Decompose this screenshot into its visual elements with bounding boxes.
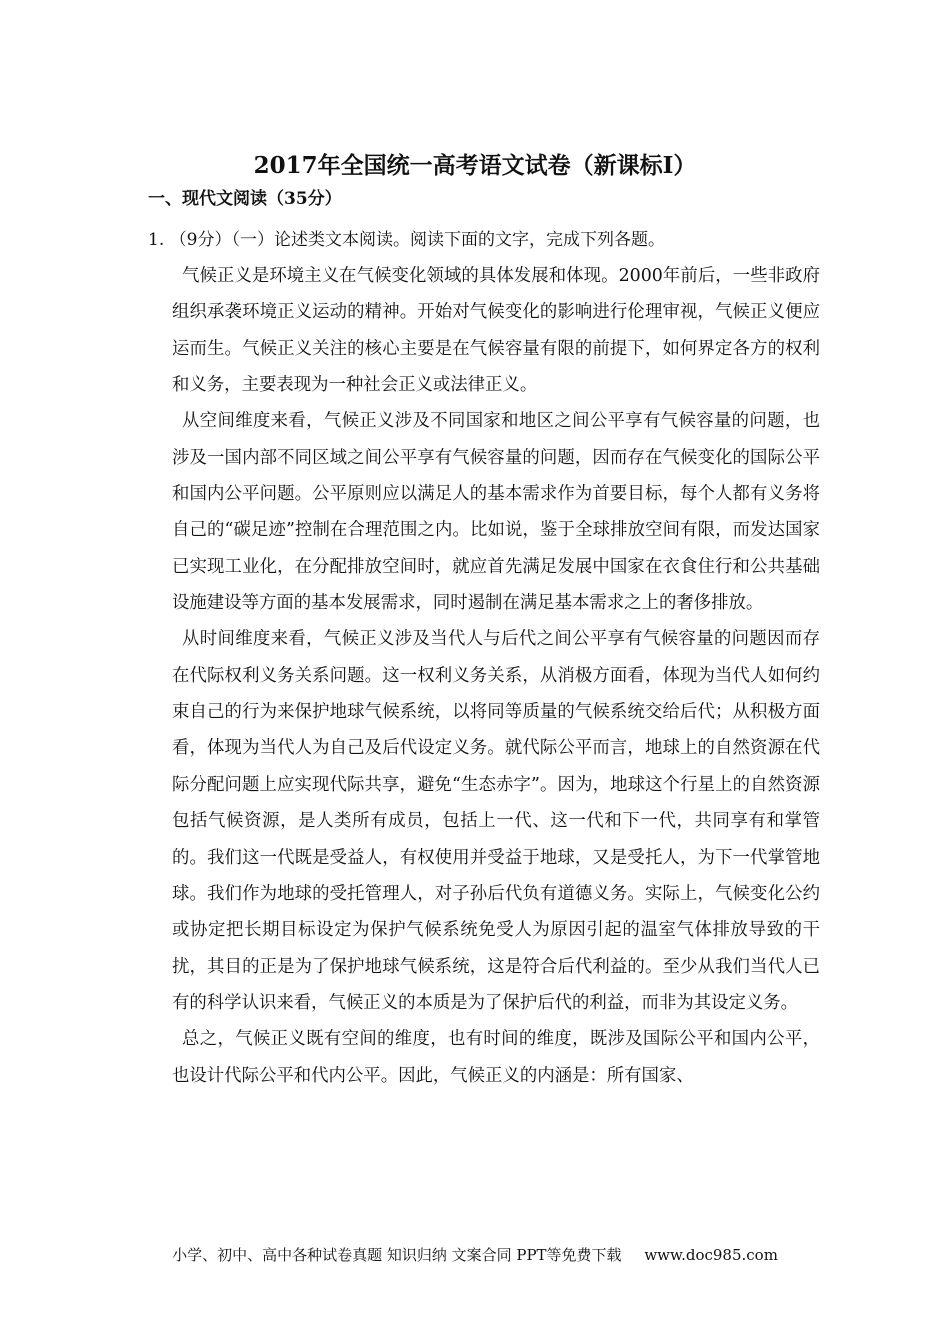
footer-text: 小学、初中、高中各种试卷真题 知识归纳 文案合同 PPT等免费下载 (172, 1246, 622, 1264)
question-prompt (148, 227, 665, 253)
passage-paragraph: 总之，气候正义既有空间的维度，也有时间的维度，既涉及国际公平和国内公平，也设计代际公平和代内公平。因此，气候正义的内涵是：所有国家、 (172, 1029, 820, 1086)
reading-passage (172, 258, 820, 1094)
footer-url: www.doc985.com (644, 1246, 778, 1264)
passage-paragraph: 从时间维度来看，气候正义涉及当代人与后代之间公平享有气候容量的问题因而存在代际权利义务关系问题。这一权利义务关系，从消极方面看，体现为当代人如何约束自己的行为来保护地球气候系统，以将同等质量的气候系统交给后代；从积极方面看，体现为当代人为自己及后代设定义务。就代际公平而言，地球上的自然资源在代际分配问题上应实现代际共享，避免“生态赤字”。因为，地球这个行星上的自然资源包括气候资源，是人类所有成员，包括上一代、这一代和下一代，共同享有和掌管的。我们这一代既是受益人，有权使用并受益于地球，又是受托人，为下一代掌管地球。我们作为地球的受托管理人，对子孙后代负有道德义务。实际上，气候变化公约或协定把长期目标设定为保护气候系统免受人为原因引起的温室气体排放导致的干扰，其目的正是为了保护地球气候系统，这是符合后代利益的。至少从我们当代人已有的科学认识来看，气候正义的本质是为了保护后代的利益，而非为其设定义务。 (172, 629, 820, 1013)
question-number: 1. (148, 230, 165, 250)
section-heading: 一、现代文阅读（35分） (148, 189, 342, 209)
passage-paragraph: 气候正义是环境主义在气候变化领域的具体发展和体现。2000年前后，一些非政府组织承袭环境正义运动的精神。开始对气候变化的影响进行伦理审视，气候正义便应运而生。气候正义关注的核心主要是在气候容量有限的前提下，如何界定各方的权利和义务，主要表现为一种社会正义或法律正义。 (172, 266, 820, 396)
passage-paragraph: 从空间维度来看，气候正义涉及不同国家和地区之间公平享有气候容量的问题，也涉及一国内部不同区域之间公平享有气候容量的问题，因而存在气候变化的国际公平和国内公平问题。公平原则应以满足人的基本需求作为首要目标，每个人都有义务将自己的“碳足迹”控制在合理范围之内。比如说，鉴于全球排放空间有限，而发达国家已实现工业化，在分配排放空间时，就应首先满足发展中国家在衣食住行和公共基础设施建设等方面的基本发展需求，同时遏制在满足基本需求之上的奢侈排放。 (172, 411, 820, 614)
page-title: 2017年全国统一高考语文试卷（新课标Ⅰ） (253, 152, 697, 180)
page-footer (0, 1243, 950, 1267)
question-text: （9分）（一）论述类文本阅读。阅读下面的文字，完成下列各题。 (169, 230, 665, 250)
